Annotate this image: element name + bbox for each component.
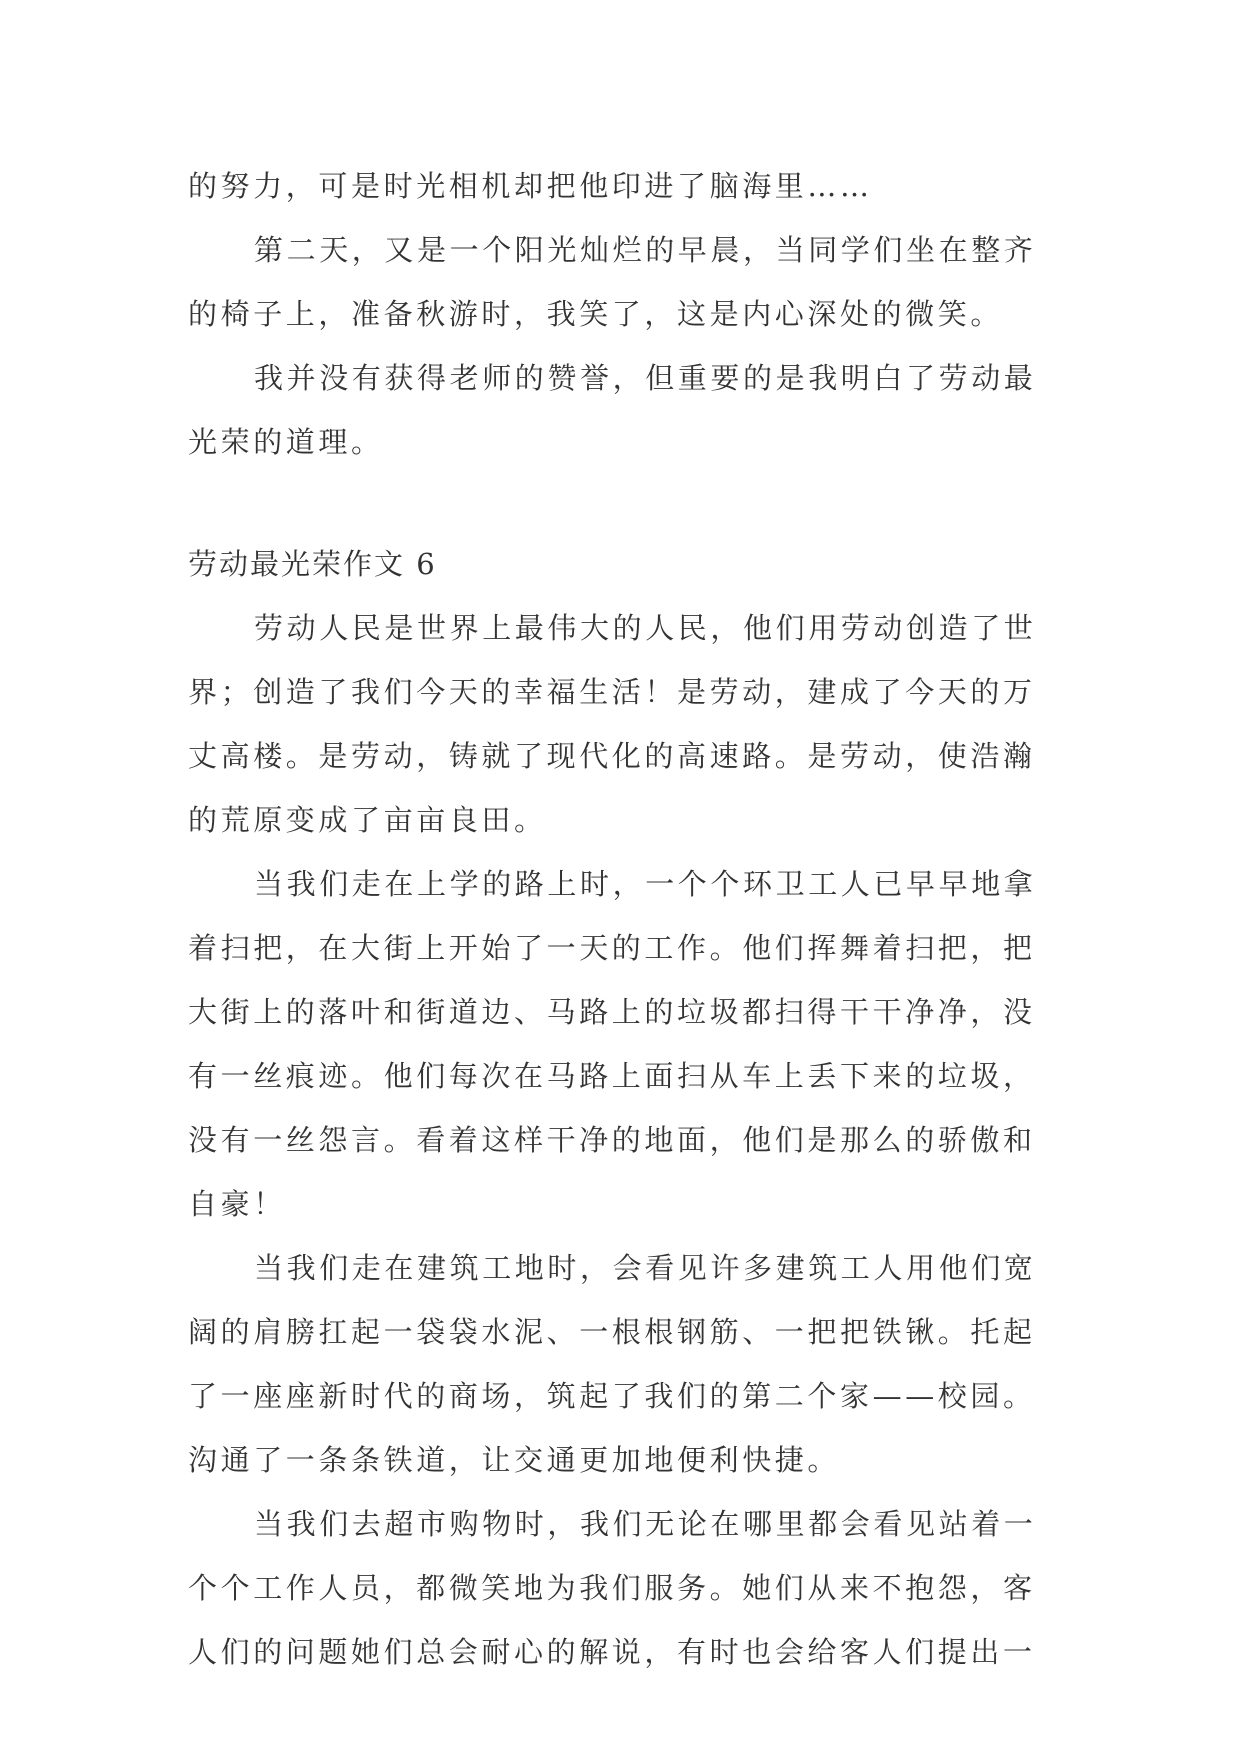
text-line: 了一座座新时代的商场，筑起了我们的第二个家——校园。 (188, 1379, 1036, 1413)
text-line: 自豪！ (188, 1187, 286, 1221)
paragraph (188, 596, 1058, 852)
paragraph (188, 1236, 1058, 1492)
text-line: 丈高楼。是劳动，铸就了现代化的高速路。是劳动，使浩瀚 (188, 739, 1036, 773)
text-line: 第二天，又是一个阳光灿烂的早晨，当同学们坐在整齐 (254, 233, 1037, 267)
text-line: 人们的问题她们总会耐心的解说，有时也会给客人们提出一 (188, 1635, 1036, 1669)
document-page (188, 154, 1058, 1684)
paragraph (188, 154, 1058, 218)
text-line: 光荣的道理。 (188, 425, 384, 459)
text-line: 着扫把，在大街上开始了一天的工作。他们挥舞着扫把，把 (188, 931, 1036, 965)
paragraph (188, 218, 1058, 346)
text-line: 劳动人民是世界上最伟大的人民，他们用劳动创造了世 (254, 611, 1037, 645)
paragraph (188, 852, 1058, 1236)
text-line: 我并没有获得老师的赞誉，但重要的是我明白了劳动最 (254, 361, 1037, 395)
text-line: 的椅子上，准备秋游时，我笑了，这是内心深处的微笑。 (188, 297, 1004, 331)
text-line: 当我们去超市购物时，我们无论在哪里都会看见站着一 (254, 1507, 1037, 1541)
text-line: 的努力，可是时光相机却把他印进了脑海里…… (188, 169, 873, 203)
text-line: 当我们走在上学的路上时，一个个环卫工人已早早地拿 (254, 867, 1037, 901)
text-line: 沟通了一条条铁道，让交通更加地便利快捷。 (188, 1443, 841, 1477)
paragraph (188, 1492, 1058, 1684)
paragraph (188, 346, 1058, 474)
text-line: 有一丝痕迹。他们每次在马路上面扫从车上丢下来的垃圾， (188, 1059, 1036, 1093)
text-line: 个个工作人员，都微笑地为我们服务。她们从来不抱怨，客 (188, 1571, 1036, 1605)
paragraph-gap (188, 474, 1058, 532)
text-line: 界；创造了我们今天的幸福生活！是劳动，建成了今天的万 (188, 675, 1036, 709)
text-line: 当我们走在建筑工地时，会看见许多建筑工人用他们宽 (254, 1251, 1037, 1285)
text-line: 的荒原变成了亩亩良田。 (188, 803, 547, 837)
section-title: 劳动最光荣作文 6 (188, 547, 437, 581)
text-line: 没有一丝怨言。看着这样干净的地面，他们是那么的骄傲和 (188, 1123, 1036, 1157)
text-line: 阔的肩膀扛起一袋袋水泥、一根根钢筋、一把把铁锹。托起 (188, 1315, 1036, 1349)
text-line: 大街上的落叶和街道边、马路上的垃圾都扫得干干净净，没 (188, 995, 1036, 1029)
